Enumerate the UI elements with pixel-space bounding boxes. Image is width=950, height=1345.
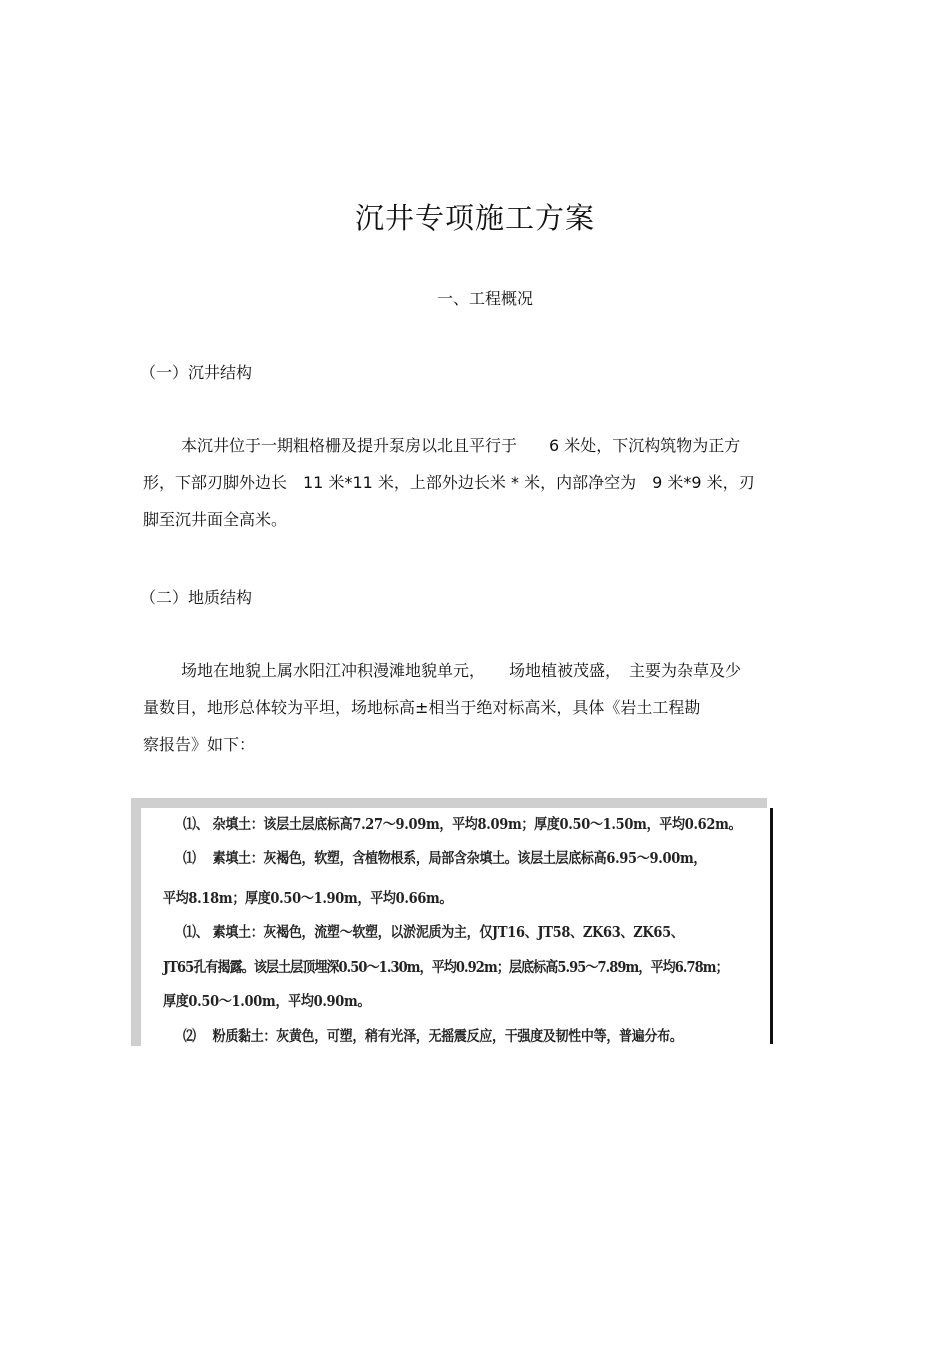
paragraph-line: 形，下部刃脚外边长 11 米*11 米，上部外边长米 * 米，内部净空为 9 米*9 米，刃 — [143, 473, 755, 492]
section-heading: 一、工程概况 — [436, 289, 533, 308]
scan-line: 平均8.18m；厚度0.50～1.90m，平均0.66m。 — [163, 890, 453, 908]
paragraph-line: 脚至沉井面全高米。 — [143, 510, 288, 529]
paragraph-line: 量数目，地形总体较为平坦，场地标高±相当于绝对标高米，具体《岩土工程勘 — [143, 698, 701, 717]
document-title: 沉井专项施工方案 — [354, 201, 595, 235]
paragraph-line: 察报告》如下： — [143, 735, 256, 754]
scan-line: ⑴、 杂填土：该层土层底标高7.27～9.09m，平均8.09m；厚度0.50～1.50m，平均0.62m。 — [183, 816, 742, 834]
scan-rule-right — [770, 808, 773, 1044]
paragraph-structure — [143, 427, 808, 538]
paragraph-geology — [143, 652, 808, 763]
scanned-geology-excerpt — [131, 798, 776, 1046]
subsection-heading-structure: （一）沉井结构 — [140, 363, 253, 382]
scan-line: JT65孔有揭露。该层土层顶埋深0.50～1.30m，平均0.92m；层底标高5.95～7.89m，平均6.78m； — [163, 959, 728, 977]
scan-line: ⑵ 粉质黏土：灰黄色，可塑，稍有光泽，无摇震反应，干强度及韧性中等，普遍分布。 — [183, 1028, 683, 1046]
scan-line: ⑴、 素填土：灰褐色，流塑～软塑，以淤泥质为主，仅JT16、JT58、ZK63、ZK65、 — [183, 924, 684, 942]
paragraph-line: 场地在地貌上属水阳江冲积漫滩地貌单元， 场地植被茂盛， 主要为杂草及少 — [181, 661, 742, 680]
scan-line: 厚度0.50～1.00m，平均0.90m。 — [163, 993, 371, 1011]
paragraph-line: 本沉井位于一期粗格栅及提升泵房以北且平行于 6 米处，下沉构筑物为正方 — [181, 436, 741, 455]
subsection-heading-geology: （二）地质结构 — [140, 588, 253, 607]
scan-border-left — [131, 798, 141, 1046]
scan-border-top — [131, 798, 767, 808]
scan-line: ⑴ 素填土：灰褐色，软塑，含植物根系，局部含杂填土。该层土层底标高6.95～9.00m， — [183, 850, 707, 868]
